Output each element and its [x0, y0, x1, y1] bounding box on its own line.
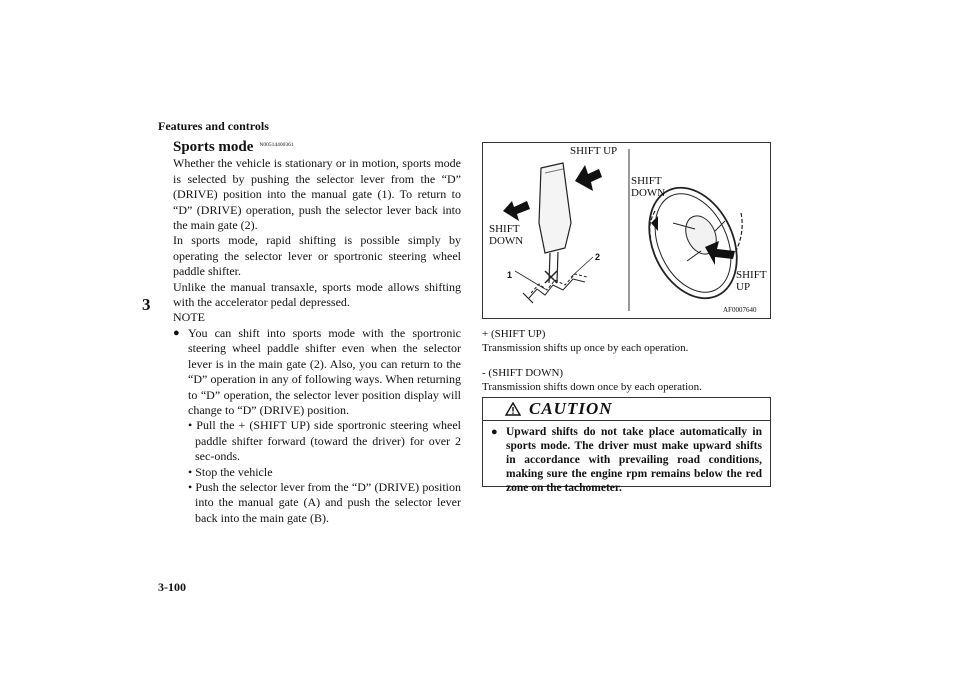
shift-down-label-line1: SHIFT — [489, 223, 520, 235]
bullet-dot-icon: ● — [173, 326, 180, 339]
caution-header — [483, 398, 770, 421]
paragraph: In sports mode, rapid shifting is possible simply by operating the selector lever or sportronic steering wheel paddle shifter. — [173, 233, 461, 279]
caution-title: CAUTION — [529, 399, 613, 418]
shift-up-heading: + (SHIFT UP) — [482, 328, 546, 340]
bullet-dot-icon: ● — [491, 426, 498, 438]
note-bullet — [173, 326, 461, 526]
section-header: Features and controls — [158, 119, 269, 133]
gate-number-2: 2 — [595, 252, 601, 262]
caution-text: Upward shifts do not take place automatically in sports mode. The driver must make upward shifts in accordance with prevailing road conditions, making sure the engine rpm remains below the red zone on the tachometer. — [506, 426, 762, 494]
note-subitem: • Pull the + (SHIFT UP) side sportronic steering wheel paddle shifter forward (toward the driver) for over 2 sec-onds. — [188, 418, 461, 464]
shift-up-description: Transmission shifts up once by each operation. — [482, 342, 689, 354]
paddle-shift-down-label-line1: SHIFT — [631, 175, 662, 187]
shift-illustration — [482, 142, 771, 319]
page-number: 3-100 — [158, 580, 186, 594]
figure-code: AF0007640 — [723, 306, 757, 314]
left-column — [173, 138, 461, 526]
paddle-shift-up-label-line2: UP — [736, 281, 751, 293]
warning-triangle-icon — [505, 402, 521, 416]
shift-down-label-line2: DOWN — [489, 235, 524, 247]
shift-down-heading: - (SHIFT DOWN) — [482, 367, 564, 379]
title-row — [173, 138, 461, 155]
note-subitem: • Stop the vehicle — [188, 464, 273, 479]
section-code: N00514400361 — [259, 142, 294, 148]
note-label: NOTE — [173, 310, 205, 325]
page-title: Sports mode — [173, 139, 254, 155]
caution-body — [483, 421, 770, 495]
shift-up-label: SHIFT UP — [570, 145, 618, 157]
shift-descriptions — [482, 327, 774, 394]
paragraph: Whether the vehicle is stationary or in motion, sports mode is selected by pushing the selector lever from the “D” (DRIVE) position into the manual gate (1). To return to “D” (DRIVE) operation, push the selector lever back into the main gate (2). — [173, 156, 461, 233]
gate-number-1: 1 — [507, 270, 513, 280]
paragraph: Unlike the manual transaxle, sports mode allows shifting with the accelerator pedal depressed. — [173, 279, 461, 310]
illustration-drawing — [483, 143, 770, 318]
note-subitem: • Push the selector lever from the “D” (DRIVE) position into the manual gate (A) and push the selector lever back into the main gate (B). — [188, 479, 461, 525]
caution-box — [482, 397, 771, 494]
shift-down-description: Transmission shifts down once by each operation. — [482, 381, 702, 393]
chapter-tab: 3 — [142, 295, 151, 314]
paddle-shift-down-label-line2: DOWN — [631, 187, 666, 199]
note-text: You can shift into sports mode with the sportronic steering wheel paddle shifter even when the selector lever is in the main gate (2). Also, you can return to the “D” operation in any of following ways. When returning to “D” operation, the selector lever position display will change to “D” (DRIVE) position. — [188, 325, 461, 417]
paddle-shift-up-label-line1: SHIFT — [736, 269, 767, 281]
